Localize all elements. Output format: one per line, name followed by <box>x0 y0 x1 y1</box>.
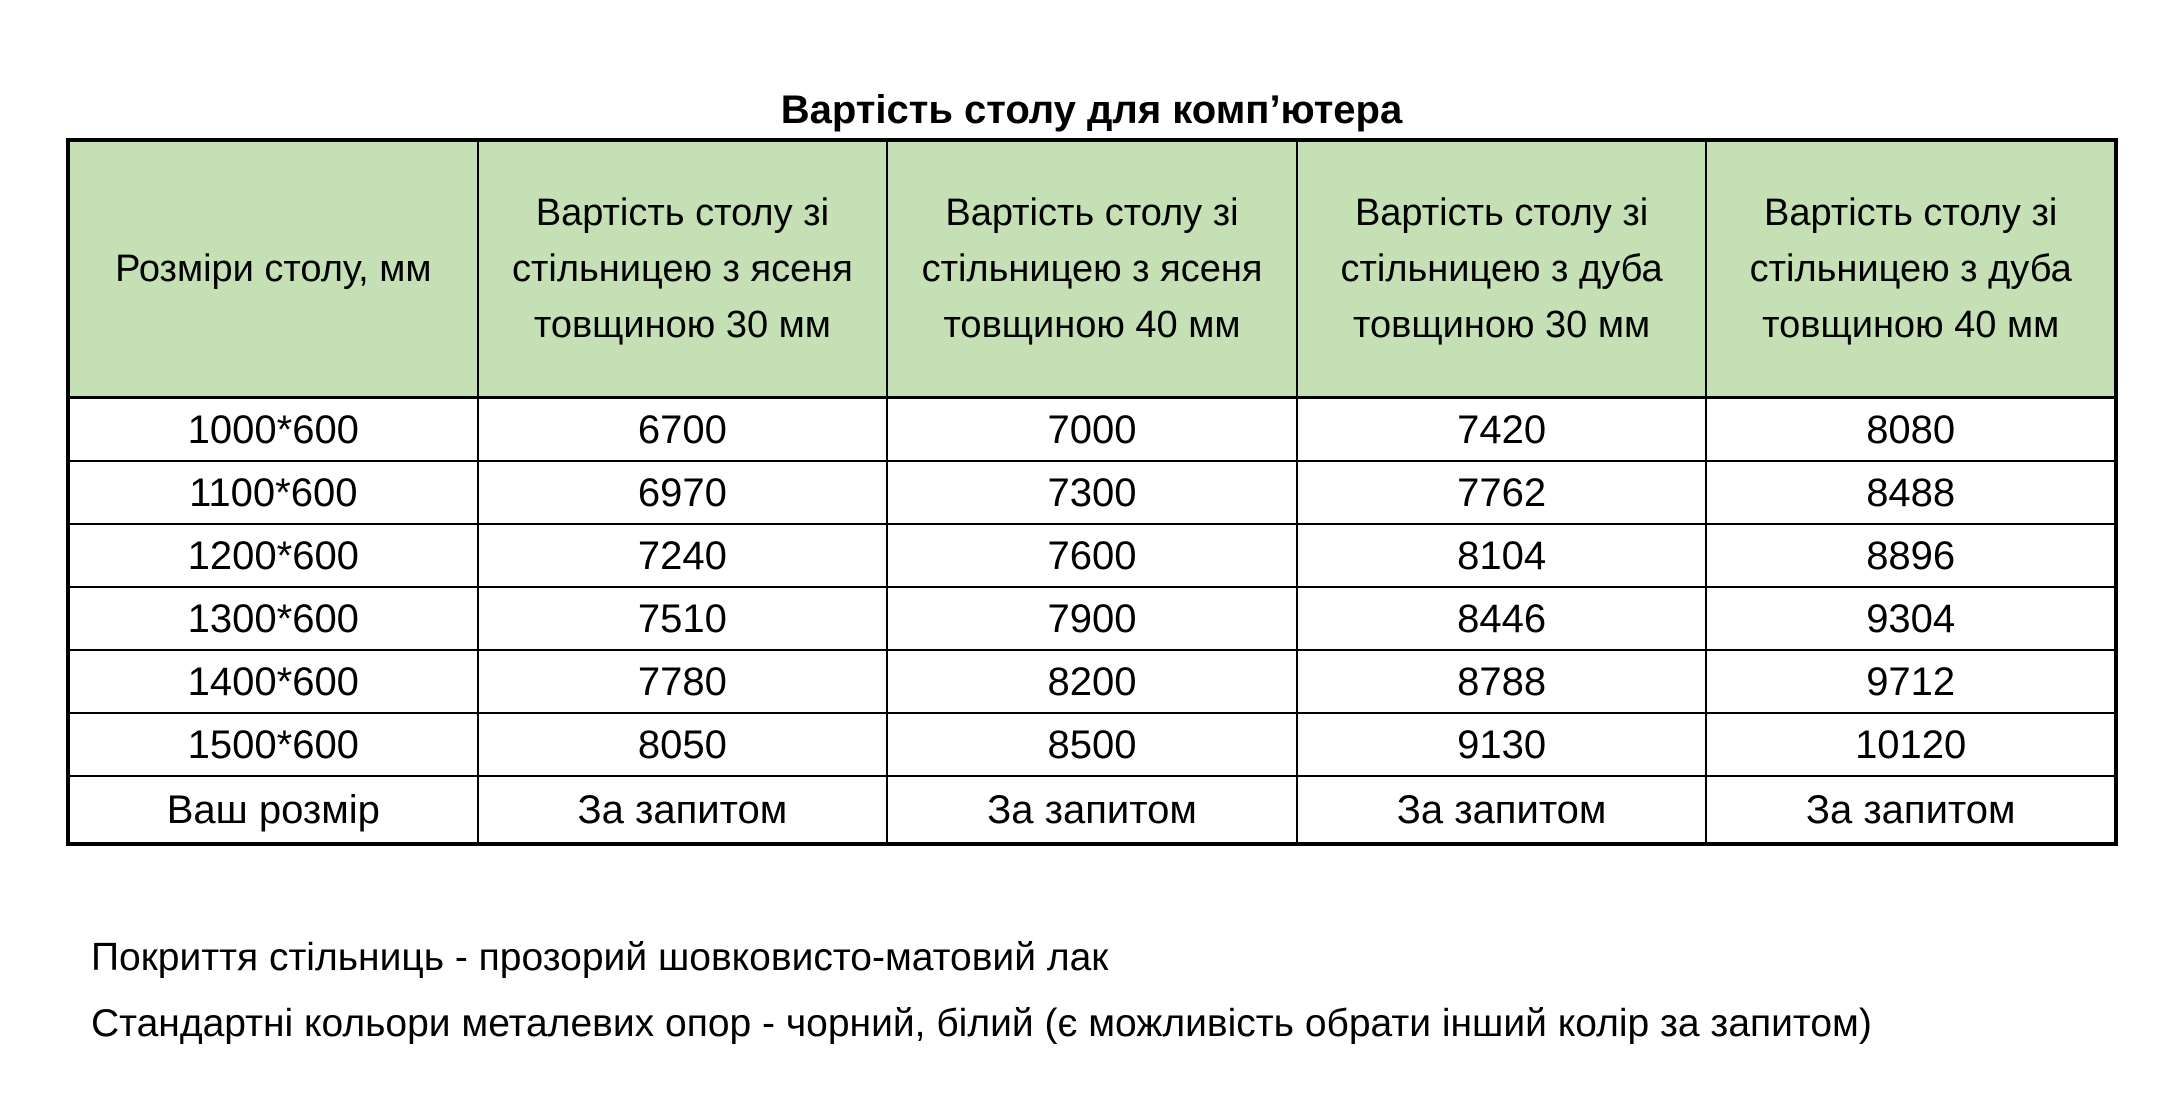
header-oak-40: Вартість столу зі стільницею з дуба товщиною 40 мм <box>1706 140 2116 398</box>
table-row <box>68 650 2116 713</box>
table-cell: 7420 <box>1297 398 1707 462</box>
note-colors: Стандартні кольори металевих опор - чорний, білий (є можливість обрати інший колір за запитом) <box>91 1002 1872 1045</box>
table-cell: За запитом <box>887 776 1297 844</box>
table-row <box>68 461 2116 524</box>
notes <box>91 925 1872 1057</box>
table-cell: 1200*600 <box>68 524 478 587</box>
table-cell: 9130 <box>1297 713 1707 776</box>
table-cell: За запитом <box>1297 776 1707 844</box>
table-cell: 8050 <box>478 713 888 776</box>
table-cell: 1300*600 <box>68 587 478 650</box>
table-cell: За запитом <box>478 776 888 844</box>
header-ash-30: Вартість столу зі стільницею з ясеня товщиною 30 мм <box>478 140 888 398</box>
table-cell: 7300 <box>887 461 1297 524</box>
table-cell: 1000*600 <box>68 398 478 462</box>
table-cell: 8104 <box>1297 524 1707 587</box>
table-header-row <box>68 140 2116 398</box>
price-table <box>66 138 2118 846</box>
table-row <box>68 713 2116 776</box>
table-row <box>68 398 2116 462</box>
table-cell: 8488 <box>1706 461 2116 524</box>
table-cell: 7240 <box>478 524 888 587</box>
page-title: Вартість столу для комп’ютера <box>780 88 1403 132</box>
table-cell: 7762 <box>1297 461 1707 524</box>
table-cell: 1500*600 <box>68 713 478 776</box>
table-row <box>68 524 2116 587</box>
table-cell: 8788 <box>1297 650 1707 713</box>
header-oak-30: Вартість столу зі стільницею з дуба товщиною 30 мм <box>1297 140 1707 398</box>
table-cell: 8500 <box>887 713 1297 776</box>
table-cell: За запитом <box>1706 776 2116 844</box>
table-cell: 8896 <box>1706 524 2116 587</box>
table-cell: 9304 <box>1706 587 2116 650</box>
header-ash-40: Вартість столу зі стільницею з ясеня товщиною 40 мм <box>887 140 1297 398</box>
header-size: Розміри столу, мм <box>68 140 478 398</box>
table-cell: 8200 <box>887 650 1297 713</box>
table-cell: 7510 <box>478 587 888 650</box>
table-cell: 8446 <box>1297 587 1707 650</box>
table-cell: 6970 <box>478 461 888 524</box>
table-cell: 1100*600 <box>68 461 478 524</box>
table-cell: 7600 <box>887 524 1297 587</box>
table-row <box>68 587 2116 650</box>
table-cell: 9712 <box>1706 650 2116 713</box>
table-cell: 1400*600 <box>68 650 478 713</box>
table-cell: Ваш розмір <box>68 776 478 844</box>
table-cell: 10120 <box>1706 713 2116 776</box>
table-cell: 7900 <box>887 587 1297 650</box>
note-coating: Покриття стільниць - прозорий шовковисто-матовий лак <box>91 936 1109 979</box>
table-cell: 7000 <box>887 398 1297 462</box>
table-cell: 6700 <box>478 398 888 462</box>
table-row <box>68 776 2116 844</box>
table-cell: 7780 <box>478 650 888 713</box>
table-cell: 8080 <box>1706 398 2116 462</box>
